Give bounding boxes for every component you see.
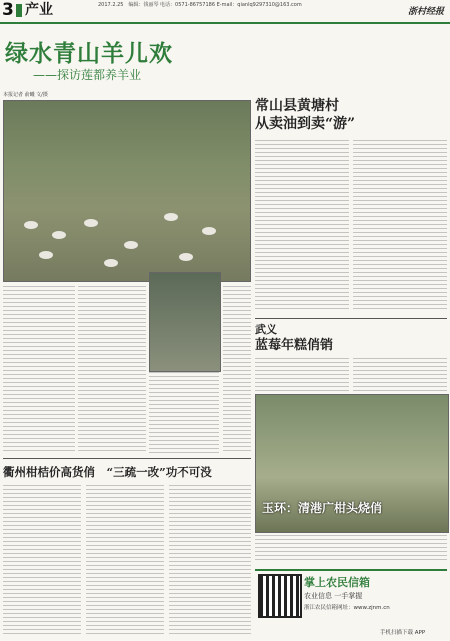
wuyi-story-title-2: 蓝莓年糕俏销 — [255, 338, 334, 353]
photo-caption-text — [255, 535, 447, 563]
bottom-story-title: 衢州柑桔价高货俏 “三疏一改”功不可没 — [3, 465, 212, 479]
divider — [255, 318, 447, 319]
lead-body-column-4 — [223, 286, 251, 454]
date-line: 2017.2.25 编辑：钱丽琴 电话：0571-86757186 E-mail：qianlq9297310@163.com — [98, 2, 302, 8]
footer-line-2: 浙江农民信箱网址：www.zjnm.cn — [304, 605, 390, 611]
bottom-body-1 — [3, 485, 81, 635]
orange-field-photo — [255, 394, 449, 533]
sheep-figure — [179, 253, 193, 261]
lead-subtitle: ——探访莲都养羊业 — [33, 68, 142, 82]
section-marker — [16, 4, 22, 17]
sheep-photo — [3, 100, 251, 282]
footer-line-1: 农业信息 一手掌握 — [304, 592, 363, 600]
wuyi-body-2 — [353, 358, 447, 392]
qr-code-icon[interactable] — [258, 574, 302, 618]
wuyi-body-1 — [255, 358, 349, 392]
lead-body-column-3 — [149, 372, 219, 454]
lead-byline: 本报记者 俞曦 文/摄 — [3, 92, 48, 98]
bottom-body-3 — [169, 485, 251, 635]
sheep-figure — [39, 251, 53, 259]
footer-app-note: 手机扫描下载 APP — [380, 630, 426, 636]
right-story-body-2 — [353, 140, 447, 312]
lead-body-column-1 — [3, 286, 75, 454]
lead-body-column-2 — [78, 286, 146, 454]
sheep-figure — [104, 259, 118, 267]
divider — [3, 458, 251, 459]
bottom-body-2 — [86, 485, 164, 635]
sheep-figure — [124, 241, 138, 249]
right-story-title-2: 从卖油到卖“游” — [255, 116, 356, 132]
photo-overlay-title: 玉环：清港广柑头烧俏 — [262, 501, 383, 515]
wuyi-story-title-1: 武义 — [255, 323, 277, 336]
sheep-figure — [84, 219, 98, 227]
sheep-figure — [202, 227, 216, 235]
section-title: 产业 — [25, 2, 53, 18]
right-story-body-1 — [255, 140, 349, 312]
sheep-figure — [24, 221, 38, 229]
sheep-figure — [52, 231, 66, 239]
paper-name: 浙村经报 — [407, 7, 444, 17]
shepherd-photo — [149, 272, 221, 372]
page-number: 3 — [2, 0, 14, 20]
right-story-title-1: 常山县黄塘村 — [255, 98, 339, 114]
sheep-figure — [164, 213, 178, 221]
lead-title: 绿水青山羊儿欢 — [5, 40, 173, 67]
footer-title: 掌上农民信箱 — [304, 576, 370, 589]
